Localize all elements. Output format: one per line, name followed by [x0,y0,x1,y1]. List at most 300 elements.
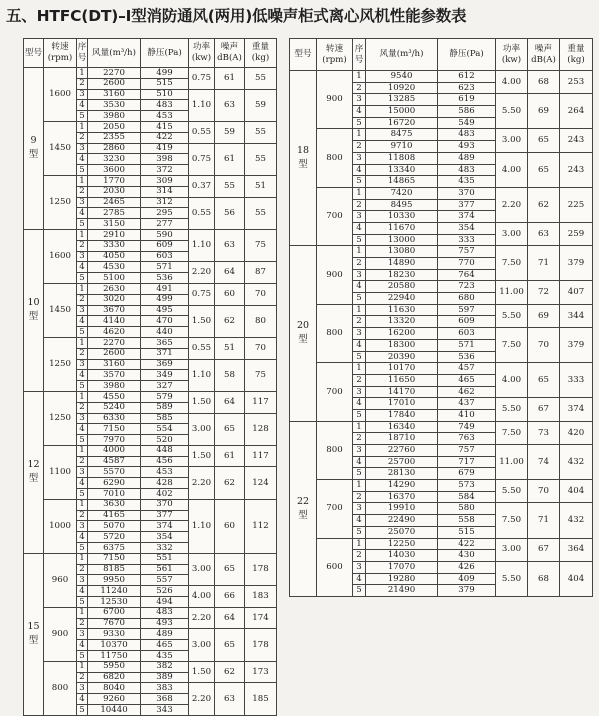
pressure-cell: 277 [141,219,189,230]
airflow-cell: 16200 [366,328,438,340]
header-speed: 转速 (rpm) [317,39,353,71]
airflow-cell: 3630 [88,499,141,510]
pressure-cell: 571 [141,262,189,273]
seq-cell: 2 [353,82,366,94]
power-cell: 5.50 [496,94,528,129]
airflow-cell: 9950 [88,575,141,586]
airflow-cell: 18710 [366,433,438,445]
pressure-cell: 549 [438,117,496,129]
weight-cell: 379 [560,246,593,281]
power-cell: 1.50 [189,661,215,683]
pressure-cell: 465 [141,640,189,651]
power-cell: 4.00 [189,586,215,608]
airflow-cell: 8475 [366,129,438,141]
power-cell: 0.55 [189,337,215,359]
airflow-cell: 10370 [88,640,141,651]
airflow-cell: 7010 [88,489,141,500]
seq-cell: 5 [353,293,366,305]
seq-cell: 3 [77,197,88,208]
table-row [24,68,277,79]
seq-cell: 5 [353,585,366,597]
noise-cell: 60 [215,283,245,305]
pressure-cell: 343 [141,705,189,716]
power-cell: 5.50 [496,304,528,327]
seq-cell: 4 [77,694,88,705]
noise-cell: 63 [215,89,245,121]
airflow-cell: 12250 [366,538,438,550]
table-row [24,607,277,618]
power-cell: 7.50 [496,328,528,363]
pressure-cell: 499 [141,68,189,79]
noise-cell: 63 [528,222,560,245]
airflow-cell: 13285 [366,94,438,106]
pressure-cell: 749 [438,421,496,433]
seq-cell: 3 [77,305,88,316]
power-cell: 5.50 [496,480,528,503]
seq-cell: 5 [77,165,88,176]
performance-table-left [23,38,277,716]
seq-cell: 2 [77,456,88,467]
speed-cell: 1100 [44,445,77,499]
header-weight: 重量 (kg) [245,39,277,68]
power-cell: 3.00 [189,629,215,661]
pressure-cell: 470 [141,316,189,327]
weight-cell: 80 [245,305,277,337]
airflow-cell: 3330 [88,240,141,251]
model-cell: 9 型 [24,68,44,230]
power-cell: 2.20 [496,187,528,222]
noise-cell: 59 [215,121,245,143]
pressure-cell: 382 [141,661,189,672]
model-cell: 12 型 [24,391,44,553]
pressure-cell: 723 [438,281,496,293]
weight-cell: 432 [560,445,593,480]
airflow-cell: 3980 [88,111,141,122]
power-cell: 3.00 [496,222,528,245]
header-seq: 序 号 [77,39,88,68]
airflow-cell: 6700 [88,607,141,618]
noise-cell: 65 [215,553,245,585]
seq-cell: 4 [77,532,88,543]
power-cell: 0.55 [189,197,215,229]
weight-cell: 75 [245,359,277,391]
weight-cell: 174 [245,607,277,629]
seq-cell: 5 [77,651,88,662]
speed-cell: 1250 [44,391,77,445]
seq-cell: 2 [353,141,366,153]
weight-cell: 374 [560,398,593,421]
seq-cell: 5 [77,273,88,284]
airflow-cell: 9540 [366,71,438,83]
weight-cell: 178 [245,553,277,585]
header-power: 功率 (kw) [496,39,528,71]
pressure-cell: 370 [141,499,189,510]
noise-cell: 71 [528,246,560,281]
pressure-cell: 551 [141,553,189,564]
noise-cell: 68 [528,71,560,94]
speed-cell: 1250 [44,175,77,229]
header-noise: 噪声 dB(A) [215,39,245,68]
seq-cell: 3 [77,467,88,478]
seq-cell: 1 [77,175,88,186]
airflow-cell: 6375 [88,543,141,554]
seq-cell: 1 [353,363,366,375]
seq-cell: 1 [353,538,366,550]
weight-cell: 420 [560,421,593,444]
table-body [290,71,593,597]
header-model: 型号 [290,39,317,71]
airflow-cell: 28130 [366,468,438,480]
pressure-cell: 764 [438,269,496,281]
pressure-cell: 377 [141,510,189,521]
airflow-cell: 10440 [88,705,141,716]
pressure-cell: 623 [438,82,496,94]
seq-cell: 1 [77,121,88,132]
pressure-cell: 717 [438,456,496,468]
airflow-cell: 17010 [366,398,438,410]
pressure-cell: 402 [141,489,189,500]
seq-cell: 5 [77,597,88,608]
table-row [24,499,277,510]
table-row [290,129,593,141]
airflow-cell: 25070 [366,526,438,538]
seq-cell: 2 [353,199,366,211]
pressure-cell: 757 [438,246,496,258]
header-model: 型号 [24,39,44,68]
seq-cell: 5 [353,468,366,480]
seq-cell: 3 [77,575,88,586]
weight-cell: 404 [560,561,593,596]
header-speed: 转速 (rpm) [44,39,77,68]
table-row [290,246,593,258]
power-cell: 2.20 [189,467,215,499]
airflow-cell: 3570 [88,370,141,381]
header-power: 功率 (kw) [189,39,215,68]
airflow-cell: 5100 [88,273,141,284]
airflow-cell: 8495 [366,199,438,211]
seq-cell: 1 [77,68,88,79]
power-cell: 7.50 [496,503,528,538]
noise-cell: 62 [215,661,245,683]
noise-cell: 72 [528,281,560,304]
noise-cell: 61 [215,68,245,90]
airflow-cell: 22490 [366,515,438,527]
seq-cell: 2 [77,132,88,143]
pressure-cell: 370 [438,187,496,199]
airflow-cell: 7150 [88,424,141,435]
pressure-cell: 453 [141,111,189,122]
seq-cell: 4 [77,586,88,597]
table-row [24,229,277,240]
weight-cell: 173 [245,661,277,683]
airflow-cell: 11670 [366,222,438,234]
pressure-cell: 536 [438,351,496,363]
weight-cell: 117 [245,445,277,467]
pressure-cell: 456 [141,456,189,467]
pressure-cell: 493 [141,618,189,629]
seq-cell: 2 [77,510,88,521]
airflow-cell: 3670 [88,305,141,316]
airflow-cell: 13320 [366,316,438,328]
weight-cell: 225 [560,187,593,222]
airflow-cell: 6330 [88,413,141,424]
pressure-cell: 585 [141,413,189,424]
speed-cell: 800 [317,129,353,187]
seq-cell: 4 [353,281,366,293]
seq-cell: 3 [77,413,88,424]
pressure-cell: 383 [141,683,189,694]
model-cell: 10 型 [24,229,44,391]
airflow-cell: 20580 [366,281,438,293]
seq-cell: 2 [77,618,88,629]
noise-cell: 70 [528,480,560,503]
noise-cell: 62 [528,187,560,222]
airflow-cell: 7150 [88,553,141,564]
seq-cell: 1 [77,337,88,348]
weight-cell: 407 [560,281,593,304]
seq-cell: 4 [77,154,88,165]
pressure-cell: 440 [141,327,189,338]
noise-cell: 62 [215,305,245,337]
seq-cell: 1 [353,421,366,433]
pressure-cell: 770 [438,258,496,270]
seq-cell: 1 [353,304,366,316]
seq-cell: 1 [353,480,366,492]
pressure-cell: 597 [438,304,496,316]
seq-cell: 1 [353,187,366,199]
model-cell: 22 型 [290,421,317,596]
seq-cell: 5 [77,435,88,446]
weight-cell: 364 [560,538,593,561]
airflow-cell: 20390 [366,351,438,363]
airflow-cell: 16370 [366,491,438,503]
noise-cell: 65 [215,413,245,445]
airflow-cell: 9260 [88,694,141,705]
pressure-cell: 526 [141,586,189,597]
seq-cell: 1 [77,499,88,510]
noise-cell: 65 [528,152,560,187]
speed-cell: 700 [317,187,353,245]
pressure-cell: 495 [141,305,189,316]
pressure-cell: 586 [438,106,496,118]
seq-cell: 4 [353,398,366,410]
pressure-cell: 422 [141,132,189,143]
power-cell: 3.00 [189,553,215,585]
pressure-cell: 426 [438,561,496,573]
seq-cell: 2 [353,550,366,562]
seq-cell: 2 [77,186,88,197]
seq-cell: 2 [353,316,366,328]
airflow-cell: 3600 [88,165,141,176]
seq-cell: 5 [77,705,88,716]
seq-cell: 2 [353,491,366,503]
model-cell: 18 型 [290,71,317,246]
seq-cell: 3 [77,143,88,154]
pressure-cell: 295 [141,208,189,219]
pressure-cell: 557 [141,575,189,586]
pressure-cell: 536 [141,273,189,284]
seq-cell: 1 [77,661,88,672]
airflow-cell: 22940 [366,293,438,305]
airflow-cell: 5570 [88,467,141,478]
pressure-cell: 369 [141,359,189,370]
power-cell: 1.10 [189,229,215,261]
pressure-cell: 571 [438,339,496,351]
seq-cell: 4 [77,640,88,651]
airflow-cell: 14290 [366,480,438,492]
weight-cell: 243 [560,152,593,187]
weight-cell: 243 [560,129,593,152]
table-row [290,363,593,375]
weight-cell: 404 [560,480,593,503]
seq-cell: 2 [77,240,88,251]
seq-cell: 4 [353,456,366,468]
seq-cell: 4 [77,478,88,489]
weight-cell: 87 [245,262,277,284]
airflow-cell: 2465 [88,197,141,208]
airflow-cell: 17070 [366,561,438,573]
power-cell: 4.00 [496,71,528,94]
table-row [24,553,277,564]
weight-cell: 183 [245,586,277,608]
noise-cell: 67 [528,398,560,421]
pressure-cell: 368 [141,694,189,705]
speed-cell: 1000 [44,499,77,553]
seq-cell: 2 [77,402,88,413]
table-row [24,175,277,186]
seq-cell: 5 [77,381,88,392]
header-pressure: 静压(Pa) [438,39,496,71]
seq-cell: 2 [353,374,366,386]
pressure-cell: 489 [438,152,496,164]
seq-cell: 4 [353,106,366,118]
pressure-cell: 453 [141,467,189,478]
noise-cell: 63 [215,683,245,715]
airflow-cell: 4165 [88,510,141,521]
airflow-cell: 1770 [88,175,141,186]
pressure-cell: 332 [141,543,189,554]
weight-cell: 55 [245,143,277,175]
airflow-cell: 2600 [88,348,141,359]
noise-cell: 66 [215,586,245,608]
airflow-cell: 16720 [366,117,438,129]
weight-cell: 55 [245,68,277,90]
seq-cell: 3 [353,503,366,515]
airflow-cell: 18230 [366,269,438,281]
power-cell: 1.10 [189,499,215,553]
weight-cell: 70 [245,283,277,305]
weight-cell: 51 [245,175,277,197]
power-cell: 4.00 [496,363,528,398]
airflow-cell: 5240 [88,402,141,413]
airflow-cell: 8185 [88,564,141,575]
pressure-cell: 483 [438,129,496,141]
pressure-cell: 457 [438,363,496,375]
seq-cell: 4 [353,515,366,527]
seq-cell: 1 [77,229,88,240]
seq-cell: 5 [77,489,88,500]
table-row [24,337,277,348]
noise-cell: 58 [215,359,245,391]
power-cell: 0.37 [189,175,215,197]
airflow-cell: 3530 [88,100,141,111]
power-cell: 5.50 [496,561,528,596]
table-row [24,121,277,132]
seq-cell: 4 [353,164,366,176]
airflow-cell: 4140 [88,316,141,327]
airflow-cell: 14865 [366,176,438,188]
model-cell: 20 型 [290,246,317,421]
table-row [290,421,593,433]
airflow-cell: 2050 [88,121,141,132]
weight-cell: 432 [560,503,593,538]
noise-cell: 65 [528,363,560,398]
weight-cell: 185 [245,683,277,715]
pressure-cell: 437 [438,398,496,410]
noise-cell: 65 [215,629,245,661]
table-row [290,538,593,550]
pressure-cell: 354 [141,532,189,543]
pressure-cell: 483 [438,164,496,176]
speed-cell: 600 [317,538,353,596]
seq-cell: 3 [353,561,366,573]
noise-cell: 73 [528,421,560,444]
airflow-cell: 21490 [366,585,438,597]
pressure-cell: 619 [438,94,496,106]
seq-cell: 3 [353,328,366,340]
pressure-cell: 609 [141,240,189,251]
pressure-cell: 493 [438,141,496,153]
pressure-cell: 435 [438,176,496,188]
pressure-cell: 520 [141,435,189,446]
speed-cell: 1250 [44,337,77,391]
airflow-cell: 5720 [88,532,141,543]
airflow-cell: 2030 [88,186,141,197]
seq-cell: 2 [77,564,88,575]
seq-cell: 5 [353,176,366,188]
pressure-cell: 603 [438,328,496,340]
seq-cell: 5 [353,117,366,129]
airflow-cell: 3230 [88,154,141,165]
seq-cell: 1 [77,553,88,564]
airflow-cell: 5950 [88,661,141,672]
weight-cell: 59 [245,89,277,121]
airflow-cell: 11808 [366,152,438,164]
power-cell: 0.75 [189,283,215,305]
pressure-cell: 584 [438,491,496,503]
noise-cell: 69 [528,304,560,327]
seq-cell: 1 [353,246,366,258]
seq-cell: 3 [77,89,88,100]
airflow-cell: 10920 [366,82,438,94]
header-airflow: 风量(m³/h) [88,39,141,68]
noise-cell: 61 [215,445,245,467]
airflow-cell: 2860 [88,143,141,154]
power-cell: 0.55 [189,121,215,143]
pressure-cell: 609 [438,316,496,328]
table-row [24,391,277,402]
seq-cell: 5 [353,526,366,538]
speed-cell: 700 [317,480,353,538]
power-cell: 7.50 [496,246,528,281]
noise-cell: 62 [215,467,245,499]
airflow-cell: 15000 [366,106,438,118]
pressure-cell: 680 [438,293,496,305]
power-cell: 1.50 [189,305,215,337]
pressure-cell: 312 [141,197,189,208]
seq-cell: 3 [77,629,88,640]
pressure-cell: 489 [141,629,189,640]
